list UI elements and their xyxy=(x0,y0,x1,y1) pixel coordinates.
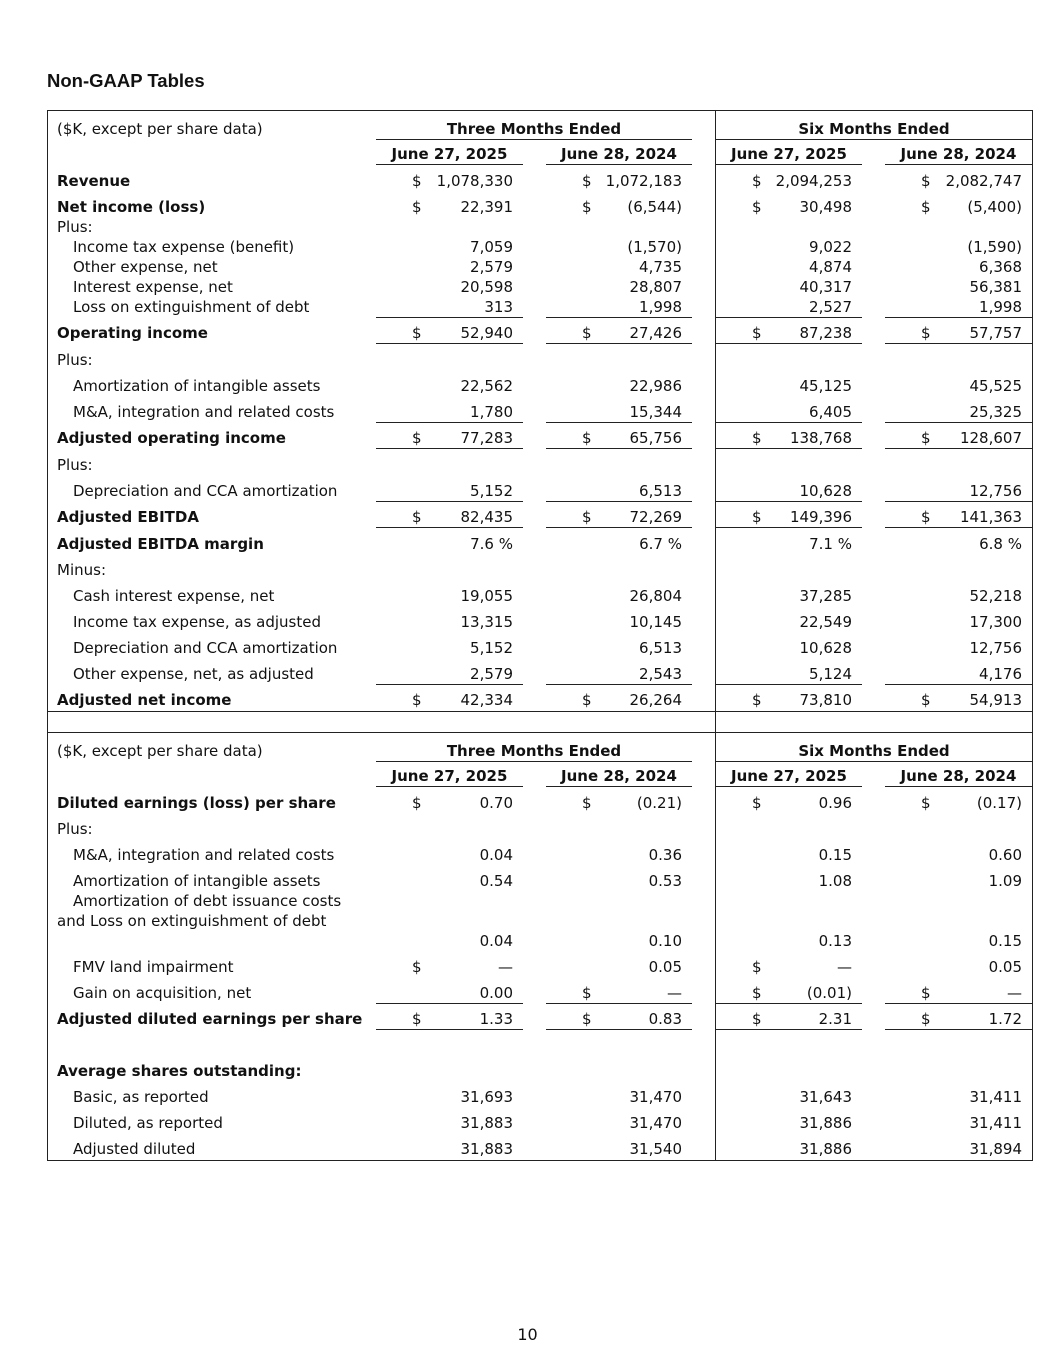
cell: 4,735 xyxy=(639,258,682,276)
cell: 0.05 xyxy=(648,958,682,976)
cell: 56,381 xyxy=(969,278,1022,296)
row-label: Interest expense, net xyxy=(73,278,233,296)
unit-label: ($K, except per share data) xyxy=(57,120,263,138)
cell: 1.09 xyxy=(988,872,1022,890)
cell: 0.10 xyxy=(648,932,682,950)
cell: 22,562 xyxy=(460,377,513,395)
row-label: M&A, integration and related costs xyxy=(73,403,335,421)
cell: 28,807 xyxy=(629,278,682,296)
cell: 2,527 xyxy=(716,297,862,318)
cell: 31,886 xyxy=(799,1140,852,1158)
table-row xyxy=(48,845,1032,865)
column-divider xyxy=(715,711,716,733)
cell: 0.36 xyxy=(648,846,682,864)
cell: 22,549 xyxy=(799,613,852,631)
table-spacer xyxy=(47,711,1033,733)
row-label: Basic, as reported xyxy=(73,1088,209,1106)
cell: $ 128,607 xyxy=(885,428,1032,449)
row-label: Adjusted diluted xyxy=(73,1140,196,1158)
table-row xyxy=(48,612,1032,632)
col-header: June 27, 2025 xyxy=(716,144,862,165)
row-label: Amortization of intangible assets xyxy=(73,872,321,890)
table-row xyxy=(48,793,1032,813)
col-header: June 27, 2025 xyxy=(376,766,523,787)
row-label: Adjusted EBITDA margin xyxy=(57,535,264,553)
row-label: Adjusted operating income xyxy=(57,429,286,447)
cell: $ 2.31 xyxy=(716,1009,862,1030)
cell: 52,218 xyxy=(969,587,1022,605)
header-row xyxy=(48,741,1032,761)
subheader-row xyxy=(48,144,1032,164)
row-label: Depreciation and CCA amortization xyxy=(73,482,338,500)
table-row xyxy=(48,983,1032,1003)
cell: $ 65,756 xyxy=(546,428,692,449)
cell: $ — xyxy=(412,958,513,976)
cell: $ (0.01) xyxy=(716,983,862,1004)
cell: $ 138,768 xyxy=(716,428,862,449)
cell: $ 1.33 xyxy=(376,1009,523,1030)
table-row xyxy=(48,891,1032,951)
cell: $ 54,913 xyxy=(921,691,1022,709)
cell: $ 77,283 xyxy=(376,428,523,449)
cell: $ 26,264 xyxy=(582,691,682,709)
group-header-three-months: Three Months Ended xyxy=(376,741,692,762)
table-row xyxy=(48,507,1032,527)
table-row xyxy=(48,171,1032,191)
cell: 0.53 xyxy=(648,872,682,890)
cell: 0.60 xyxy=(988,846,1022,864)
cell: $ 52,940 xyxy=(376,323,523,344)
cell: 6.7 % xyxy=(639,535,682,553)
cell: 31,643 xyxy=(799,1088,852,1106)
cell: 12,756 xyxy=(969,639,1022,657)
table-row xyxy=(48,402,1032,422)
cell: 0.04 xyxy=(479,932,513,950)
cell: 6,368 xyxy=(979,258,1022,276)
cell: 31,693 xyxy=(460,1088,513,1106)
cell: $ (0.17) xyxy=(921,794,1022,812)
cell: 2,579 xyxy=(376,664,523,685)
unit-label: ($K, except per share data) xyxy=(57,742,263,760)
cell: $ 1,072,183 xyxy=(582,172,682,190)
row-label: Revenue xyxy=(57,172,131,190)
cell: 12,756 xyxy=(885,481,1032,502)
cell: 7,059 xyxy=(470,238,513,256)
table-row xyxy=(48,197,1032,217)
cell: $ — xyxy=(752,958,852,976)
row-label: Plus: xyxy=(57,820,93,838)
subheader-row xyxy=(48,766,1032,786)
cell: 4,874 xyxy=(809,258,852,276)
page-title: Non-GAAP Tables xyxy=(47,70,205,91)
cell: 45,125 xyxy=(799,377,852,395)
table-row xyxy=(48,376,1032,396)
row-label: Gain on acquisition, net xyxy=(73,984,252,1002)
cell: 6,405 xyxy=(716,402,862,423)
table-row xyxy=(48,217,1032,237)
cell: 1.08 xyxy=(818,872,852,890)
group-header-six-months: Six Months Ended xyxy=(716,741,1032,762)
cell: 10,628 xyxy=(799,639,852,657)
cell: 17,300 xyxy=(969,613,1022,631)
row-label: Net income (loss) xyxy=(57,198,206,216)
cell: $ 149,396 xyxy=(716,507,862,528)
cell: 5,152 xyxy=(376,481,523,502)
cell: 6,513 xyxy=(546,481,692,502)
cell: $ 2,082,747 xyxy=(921,172,1022,190)
table-row xyxy=(48,1009,1032,1029)
row-label: Adjusted net income xyxy=(57,691,232,709)
row-label: Depreciation and CCA amortization xyxy=(73,639,338,657)
row-label: FMV land impairment xyxy=(73,958,234,976)
cell: $ (6,544) xyxy=(582,198,682,216)
row-label: Income tax expense, as adjusted xyxy=(73,613,321,631)
table-row xyxy=(48,297,1032,317)
cell: $ 30,498 xyxy=(752,198,852,216)
row-label: Loss on extinguishment of debt xyxy=(73,298,310,316)
row-label: Minus: xyxy=(57,561,106,579)
cell: (1,570) xyxy=(627,238,682,256)
cell: 26,804 xyxy=(629,587,682,605)
table-row xyxy=(48,1087,1032,1107)
cell: 0.13 xyxy=(818,932,852,950)
row-label: Plus: xyxy=(57,456,93,474)
table-row xyxy=(48,237,1032,257)
cell: 31,886 xyxy=(799,1114,852,1132)
table-row xyxy=(48,1061,1032,1081)
cell: 6,513 xyxy=(639,639,682,657)
row-label: Cash interest expense, net xyxy=(73,587,275,605)
cell: 37,285 xyxy=(799,587,852,605)
cell: 0.05 xyxy=(988,958,1022,976)
cell: $ 27,426 xyxy=(546,323,692,344)
cell: 40,317 xyxy=(799,278,852,296)
cell: 31,411 xyxy=(969,1114,1022,1132)
cell: $ — xyxy=(885,983,1032,1004)
cell: $ — xyxy=(546,983,692,1004)
cell: 20,598 xyxy=(460,278,513,296)
cell: $ 42,334 xyxy=(412,691,513,709)
cell: 10,628 xyxy=(716,481,862,502)
table-row xyxy=(48,957,1032,977)
cell: $ 1.72 xyxy=(885,1009,1032,1030)
cell: $ 2,094,253 xyxy=(752,172,852,190)
cell: 0.00 xyxy=(376,983,523,1004)
table-row xyxy=(48,277,1032,297)
row-label: Diluted earnings (loss) per share xyxy=(57,794,336,812)
cell: $ 22,391 xyxy=(412,198,513,216)
cell: $ 1,078,330 xyxy=(412,172,513,190)
cell: 0.04 xyxy=(479,846,513,864)
cell: 0.15 xyxy=(988,932,1022,950)
cell: 13,315 xyxy=(460,613,513,631)
cell: 15,344 xyxy=(546,402,692,423)
cell: $ 0.96 xyxy=(752,794,852,812)
col-header: June 28, 2024 xyxy=(885,144,1032,165)
col-header: June 27, 2025 xyxy=(376,144,523,165)
cell: 25,325 xyxy=(885,402,1032,423)
table-row xyxy=(48,428,1032,448)
col-header: June 28, 2024 xyxy=(885,766,1032,787)
table-row xyxy=(48,586,1032,606)
table-row xyxy=(48,323,1032,343)
row-label: Diluted, as reported xyxy=(73,1114,223,1132)
table-row xyxy=(48,690,1032,710)
cell: 4,176 xyxy=(885,664,1032,685)
table-row xyxy=(48,664,1032,684)
table-row xyxy=(48,455,1032,475)
row-label: Other expense, net, as adjusted xyxy=(73,665,314,683)
cell: 7.1 % xyxy=(809,535,852,553)
cell: 31,883 xyxy=(460,1114,513,1132)
row-label: Other expense, net xyxy=(73,258,218,276)
row-label: M&A, integration and related costs xyxy=(73,846,335,864)
cell: 31,470 xyxy=(629,1114,682,1132)
cell: 0.54 xyxy=(479,872,513,890)
cell: $ 57,757 xyxy=(885,323,1032,344)
cell: 6.8 % xyxy=(979,535,1022,553)
header-row xyxy=(48,119,1032,139)
page-number: 10 xyxy=(517,1325,538,1344)
cell: $ 0.70 xyxy=(412,794,513,812)
col-header: June 28, 2024 xyxy=(546,144,692,165)
cell: 5,124 xyxy=(716,664,862,685)
table-row xyxy=(48,560,1032,580)
cell: 9,022 xyxy=(809,238,852,256)
cell: 31,894 xyxy=(969,1140,1022,1158)
row-label: Income tax expense (benefit) xyxy=(73,238,295,256)
group-header-six-months: Six Months Ended xyxy=(716,119,1032,140)
row-label: Adjusted diluted earnings per share xyxy=(57,1010,363,1028)
cell: 1,998 xyxy=(546,297,692,318)
table-row xyxy=(48,534,1032,554)
cell: 45,525 xyxy=(969,377,1022,395)
cell: (1,590) xyxy=(967,238,1022,256)
col-header: June 27, 2025 xyxy=(716,766,862,787)
row-label: Average shares outstanding: xyxy=(57,1062,302,1080)
cell: $ (0.21) xyxy=(582,794,682,812)
cell: 1,780 xyxy=(376,402,523,423)
row-label: Plus: xyxy=(57,351,93,369)
cell: 31,411 xyxy=(969,1088,1022,1106)
cell: 10,145 xyxy=(629,613,682,631)
cell: 0.15 xyxy=(818,846,852,864)
cell: $ 72,269 xyxy=(546,507,692,528)
cell: 7.6 % xyxy=(470,535,513,553)
group-header-three-months: Three Months Ended xyxy=(376,119,692,140)
cell: $ 73,810 xyxy=(752,691,852,709)
cell: 2,543 xyxy=(546,664,692,685)
row-label: Amortization of intangible assets xyxy=(73,377,321,395)
table-row xyxy=(48,1139,1032,1159)
cell: $ 141,363 xyxy=(885,507,1032,528)
cell: $ 0.83 xyxy=(546,1009,692,1030)
cell: 19,055 xyxy=(460,587,513,605)
cell: 22,986 xyxy=(629,377,682,395)
col-header: June 28, 2024 xyxy=(546,766,692,787)
table-row xyxy=(48,871,1032,891)
table-row xyxy=(48,1113,1032,1133)
cell: $ 82,435 xyxy=(376,507,523,528)
cell: 1,998 xyxy=(885,297,1032,318)
cell: $ 87,238 xyxy=(716,323,862,344)
table-row xyxy=(48,350,1032,370)
table-row xyxy=(48,481,1032,501)
cell: 31,883 xyxy=(460,1140,513,1158)
table-row xyxy=(48,819,1032,839)
row-label: Adjusted EBITDA xyxy=(57,508,199,526)
row-label: Operating income xyxy=(57,324,208,342)
cell: $ (5,400) xyxy=(921,198,1022,216)
table-row xyxy=(48,638,1032,658)
cell: 313 xyxy=(376,297,523,318)
row-label: Plus: xyxy=(57,218,93,236)
cell: 31,540 xyxy=(629,1140,682,1158)
cell: 2,579 xyxy=(470,258,513,276)
cell: 5,152 xyxy=(470,639,513,657)
non-gaap-eps-table xyxy=(47,732,1033,1161)
non-gaap-income-table xyxy=(47,110,1033,712)
cell: 31,470 xyxy=(629,1088,682,1106)
table-row xyxy=(48,257,1032,277)
row-label: Amortization of debt issuance costs and Loss on extinguishment of debt xyxy=(57,892,342,930)
